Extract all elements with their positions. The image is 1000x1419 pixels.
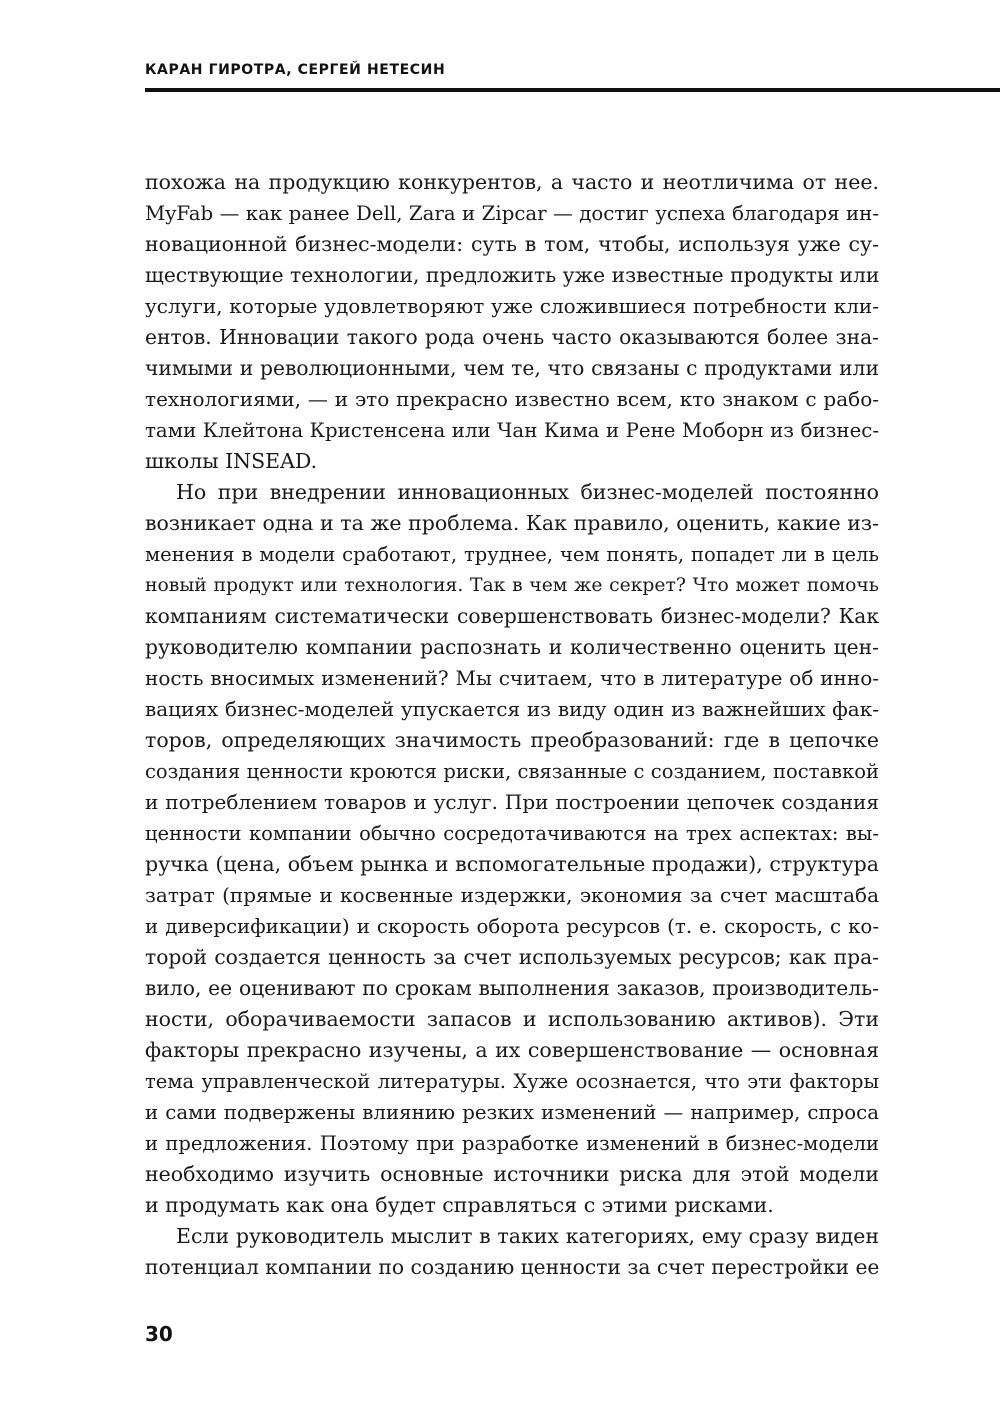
text-line: торов, определяющих значимость преобразований: где в цепочке [145, 728, 879, 752]
text-line: создания ценности кроются риски, связанные с созданием, поставкой [145, 760, 879, 783]
paragraph-3 [145, 1221, 879, 1283]
paragraph-1 [145, 167, 879, 477]
text-line: руководителю компании распознать и количественно оценить цен- [145, 635, 879, 659]
text-line: услуги, которые удовлетворяют уже сложившиеся потребности кли- [145, 294, 879, 318]
text-line: торой создается ценность за счет используемых ресурсов; как пра- [145, 945, 879, 969]
text-line: новый продукт или технология. Так в чем же секрет? Что может помочь [145, 575, 879, 596]
running-head: КАРАН ГИРОТРА, СЕРГЕЙ НЕТЕСИН [145, 62, 446, 78]
text-line: Но при внедрении инновационных бизнес-моделей постоянно [176, 480, 879, 504]
text-line: тами Клейтона Кристенсена или Чан Кима и Рене Моборн из бизнес- [145, 419, 879, 442]
text-line: факторы прекрасно изучены, а их совершенствование — основная [145, 1038, 879, 1062]
text-line: ручка (цена, объем рынка и вспомогательные продажи), структура [145, 852, 879, 876]
text-line: новационной бизнес-модели: суть в том, чтобы, используя уже су- [145, 232, 879, 256]
text-line: затрат (прямые и косвенные издержки, экономия за счет масштаба [145, 883, 879, 907]
text-line: и потреблением товаров и услуг. При построении цепочек создания [145, 790, 879, 814]
text-line: ентов. Инновации такого рода очень часто оказываются более зна- [145, 325, 879, 349]
text-line: и продумать как она будет справляться с этими рисками. [145, 1193, 774, 1217]
text-line: Если руководитель мыслит в таких категориях, ему сразу виден [176, 1224, 879, 1248]
text-line: тема управленческой литературы. Хуже осознается, что эти факторы [145, 1070, 879, 1093]
text-line: ность вносимых изменений? Мы считаем, что в литературе об инно- [145, 666, 879, 690]
text-line: вациях бизнес-моделей упускается из виду один из важнейших фак- [145, 697, 879, 721]
text-line: потенциал компании по созданию ценности за счет перестройки ее [145, 1255, 880, 1279]
text-line: похожа на продукцию конкурентов, а часто и неотличима от нее. [145, 170, 879, 194]
text-line: ценности компании обычно сосредотачиваются на трех аспектах: вы- [145, 822, 879, 845]
text-line: компаниям систематически совершенствовать бизнес-модели? Как [145, 604, 879, 628]
text-line: и диверсификации) и скорость оборота ресурсов (т. е. скорость, с ко- [145, 915, 879, 938]
text-line: ности, оборачиваемости запасов и использованию активов). Эти [145, 1007, 879, 1031]
text-line: возникает одна и та же проблема. Как правило, оценить, какие из- [145, 511, 879, 535]
text-line: технологиями, — и это прекрасно известно всем, кто знаком с рабо- [145, 387, 879, 411]
text-line: вило, ее оценивают по срокам выполнения заказов, производитель- [145, 976, 879, 1000]
paragraph-2 [145, 477, 879, 1221]
text-line: и сами подвержены влиянию резких изменений — например, спроса [145, 1101, 879, 1124]
text-line: школы INSEAD. [145, 449, 318, 473]
header-rule [145, 88, 1000, 92]
body-text [145, 167, 879, 1283]
page-number: 30 [145, 1322, 173, 1346]
text-line: и предложения. Поэтому при разработке изменений в бизнес-модели [145, 1132, 879, 1155]
text-line: необходимо изучить основные источники риска для этой модели [145, 1162, 879, 1186]
text-line: ществующие технологии, предложить уже известные продукты или [145, 263, 880, 287]
text-line: чимыми и революционными, чем те, что связаны с продуктами или [145, 356, 879, 380]
text-line: менения в модели сработают, труднее, чем понять, попадет ли в цель [145, 543, 879, 566]
text-line: MyFab — как ранее Dell, Zara и Zipcar — достиг успеха благодаря ин- [145, 202, 879, 225]
